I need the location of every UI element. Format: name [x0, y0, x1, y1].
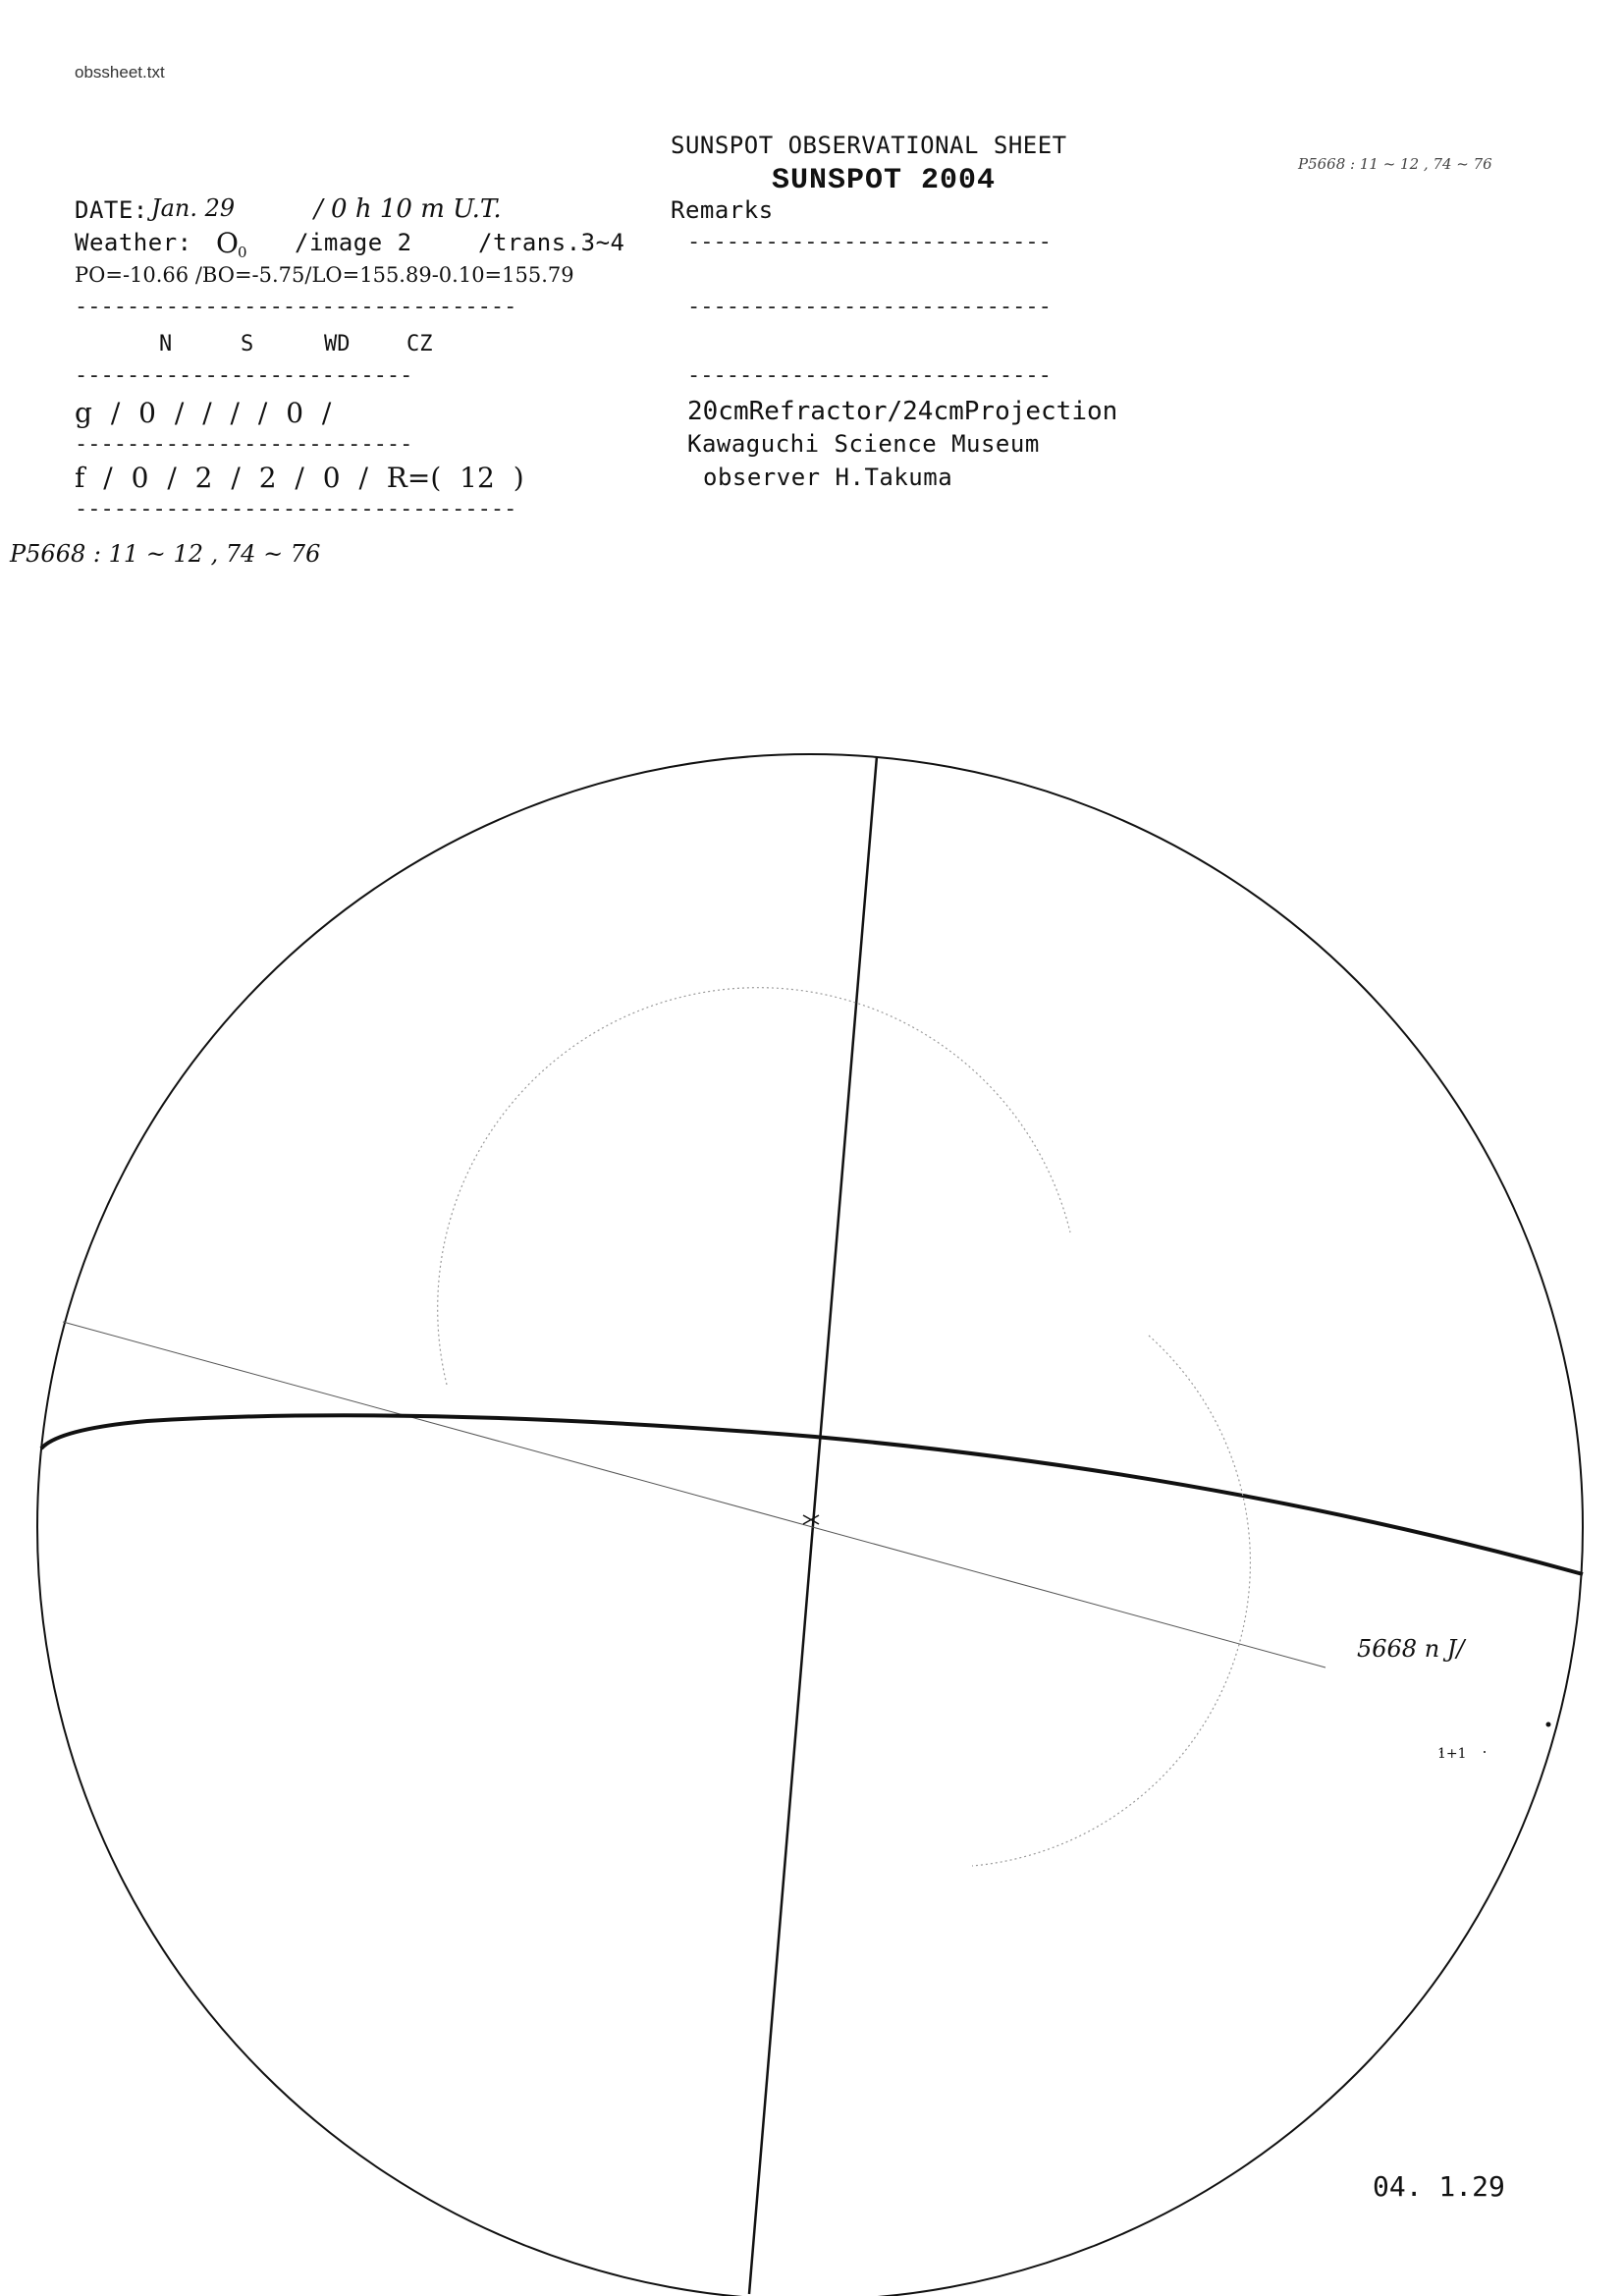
- sunspot-dot: [1546, 1722, 1551, 1727]
- count-header-s: S: [241, 332, 254, 356]
- weather-value: O: [216, 227, 239, 259]
- latitude-arc-upper: [438, 988, 1070, 1385]
- instrument-line: 20cmRefractor/24cmProjection: [687, 397, 1118, 426]
- count-header-cz: CZ: [406, 332, 433, 356]
- divider-4: ----------------------------------: [75, 497, 517, 521]
- count-header-wd: WD: [324, 332, 351, 356]
- weather-label: Weather:: [75, 229, 192, 256]
- observer-line: observer H.Takuma: [703, 464, 953, 491]
- institution-line: Kawaguchi Science Museum: [687, 430, 1040, 458]
- g-row: g / 0 / / / / 0 /: [75, 397, 332, 429]
- remarks-label: Remarks: [671, 196, 774, 224]
- spot-count-label: 1+1: [1437, 1746, 1467, 1762]
- divider-1: ----------------------------------: [75, 295, 517, 319]
- weather-sub: 0: [238, 244, 247, 261]
- remarks-line-3: ----------------------------: [687, 363, 1052, 388]
- sheet-title: SUNSPOT OBSERVATIONAL SHEET: [671, 132, 1067, 159]
- tilted-reference-line: [63, 1322, 1325, 1667]
- coords-line: PO=-10.66 /BO=-5.75/LO=155.89-0.10=155.79: [75, 263, 574, 287]
- remarks-line-1: ----------------------------: [687, 230, 1052, 254]
- date-value: Jan. 29: [151, 194, 236, 222]
- center-cross-mark: [803, 1515, 819, 1524]
- date-stamp: 04. 1.29: [1373, 2170, 1505, 2203]
- divider-3: --------------------------: [75, 432, 413, 457]
- file-name: obssheet.txt: [75, 63, 165, 82]
- divider-2: --------------------------: [75, 363, 413, 388]
- region-label: 5668 n J/: [1357, 1635, 1465, 1663]
- trans-value: /trans.3~4: [478, 229, 625, 256]
- image-value: /image 2: [295, 229, 412, 256]
- central-meridian-line: [749, 756, 877, 2294]
- count-header-n: N: [159, 332, 173, 356]
- time-value: / 0 h 10 m U.T.: [314, 194, 502, 224]
- latitude-arc-right: [972, 1336, 1250, 1866]
- left-note: P5668 : 11 ~ 12 , 74 ~ 76: [10, 540, 321, 568]
- solar-limb-circle: [37, 754, 1583, 2296]
- remarks-line-2: ----------------------------: [687, 295, 1052, 319]
- f-row: f / 0 / 2 / 2 / 0 / R=( 12 ): [75, 462, 524, 494]
- sunspot-dot: [1484, 1751, 1486, 1753]
- corner-note: P5668 : 11 ~ 12 , 74 ~ 76: [1298, 155, 1492, 173]
- sheet-subtitle: SUNSPOT 2004: [772, 164, 997, 197]
- date-label: DATE:: [75, 196, 148, 224]
